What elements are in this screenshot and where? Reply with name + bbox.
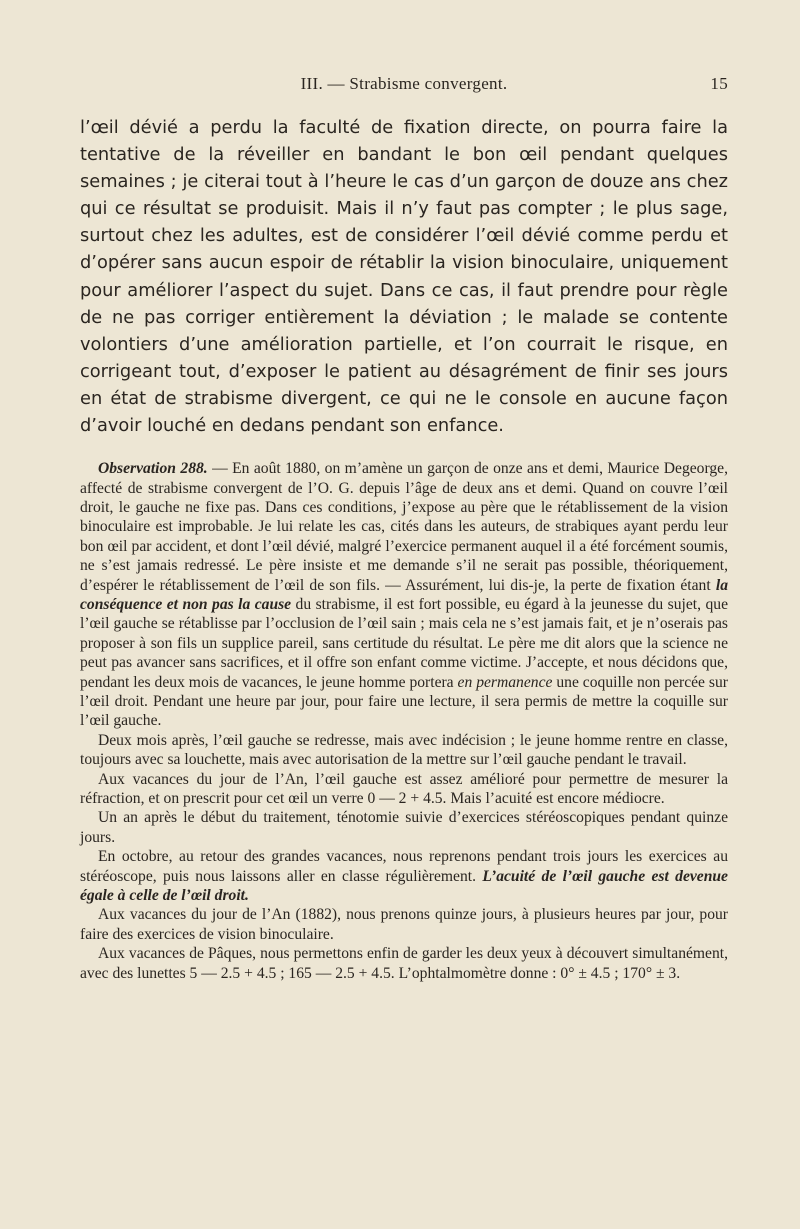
- observation-paragraph: Aux vacances du jour de l’An (1882), nous prenons quinze jours, à plusieurs heures par jour, pour faire des exercices de vision binoculaire.: [80, 906, 728, 943]
- observation-paragraph: Un an après le début du traitement, ténotomie suivie d’exercices stéréoscopiques pendant quinze jours.: [80, 809, 728, 846]
- observation-text: En octobre, au retour des grandes vacances, nous reprenons pendant trois jours les exercices au stéréoscope, puis nous laissons aller en classe régulièrement.: [80, 848, 728, 885]
- emphasis-text: la conséquence et non pas la cause: [80, 576, 728, 613]
- emphasis-text: en permanence: [457, 673, 553, 691]
- observation-paragraph: [80, 847, 728, 905]
- observation-text: une coquille non percée sur l’œil droit. Pendant une heure par jour, pour faire une lecture, il sera permis de mettre la coquille sur l’œil gauche.: [80, 673, 728, 730]
- observation-text: du strabisme, il est fort possible, eu égard à la jeunesse du sujet, que l’œil gauche se rétablisse par l’occlusion de l’œil sain ; mais cela ne s’est jamais fait, et je n’oserais pas proposer à son fils un supplice pareil, sans certitude du résultat. Le père me dit alors que la science ne peut pas avancer sans sacrifices, et il offre son enfant comme victime. J’accepte, et nous décidons que, pendant les deux mois de vacances, le jeune homme portera: [80, 595, 728, 691]
- observation-paragraph: Deux mois après, l’œil gauche se redresse, mais avec indécision ; le jeune homme rentre en classe, toujours avec sa louchette, mais avec autorisation de la mettre sur l’œil gauche pendant le travail.: [80, 731, 728, 769]
- main-paragraph: l’œil dévié a perdu la faculté de fixation directe, on pourra faire la tentative de la réveiller en bandant le bon œil pendant quelques semaines ; je citerai tout à l’heure le cas d’un garçon de douze ans chez qui ce résultat se produisit. Mais il n’y faut pas compter ; le plus sage, surtout chez les adultes, est de considérer l’œil dévié comme perdu et d’opérer sans aucun espoir de rétablir la vision binoculaire, uniquement pour améliorer l’aspect du sujet. Dans ce cas, il faut prendre pour règle de ne pas corriger entièrement la déviation ; le malade se contente volontiers d’une amélioration partielle, et l’on courrait le risque, en corrigeant tout, d’exposer le patient au désagrément de finir ses jours en état de strabisme divergent, ce qui ne le console en aucune façon d’avoir louché en dedans pendant son enfance.: [80, 117, 728, 437]
- running-title: III. — Strabisme convergent.: [300, 74, 508, 93]
- observation-paragraph: [80, 459, 728, 731]
- observation-heading: Observation 288.: [98, 460, 208, 478]
- running-header: [80, 72, 728, 100]
- observation-paragraph: Aux vacances de Pâques, nous permettons enfin de garder les deux yeux à découvert simultanément, avec des lunettes 5 — 2.5 + 4.5 ; 165 — 2.5 + 4.5. L’ophtalmomètre donne : 0° ± 4.5 ; 170° ± 3.: [80, 945, 728, 982]
- main-text: [80, 114, 728, 439]
- emphasis-text: L’acuité de l’œil gauche est devenue égale à celle de l’œil droit.: [80, 867, 728, 905]
- observation-paragraph: Aux vacances du jour de l’An, l’œil gauche est assez amélioré pour permettre de mesurer la réfraction, et on prescrit pour cet œil un verre 0 — 2 + 4.5. Mais l’acuité est encore médiocre.: [80, 770, 728, 808]
- observation-text: — En août 1880, on m’amène un garçon de onze ans et demi, Maurice Degeorge, affecté de strabisme convergent de l’O. G. depuis l’âge de deux ans et demi. Quand on couvre l’œil droit, le gauche ne fixe pas. Dans ces conditions, j’expose au père que le rétablissement de la vision binoculaire est improbable. Je lui relate les cas, cités dans les auteurs, de strabiques ayant perdu leur bon œil par accident, et dont l’œil dévié, malgré l’exercice permanent auquel il a été forcément soumis, ne s’est jamais redressé. Le père insiste et me demande s’il ne serait pas possible, théoriquement, d’espérer le rétablissement de l’œil de son fils. — Assurément, lui dis-je, la perte de fixation étant: [80, 460, 728, 594]
- observation-block: [80, 459, 728, 983]
- page-number: 15: [710, 74, 728, 93]
